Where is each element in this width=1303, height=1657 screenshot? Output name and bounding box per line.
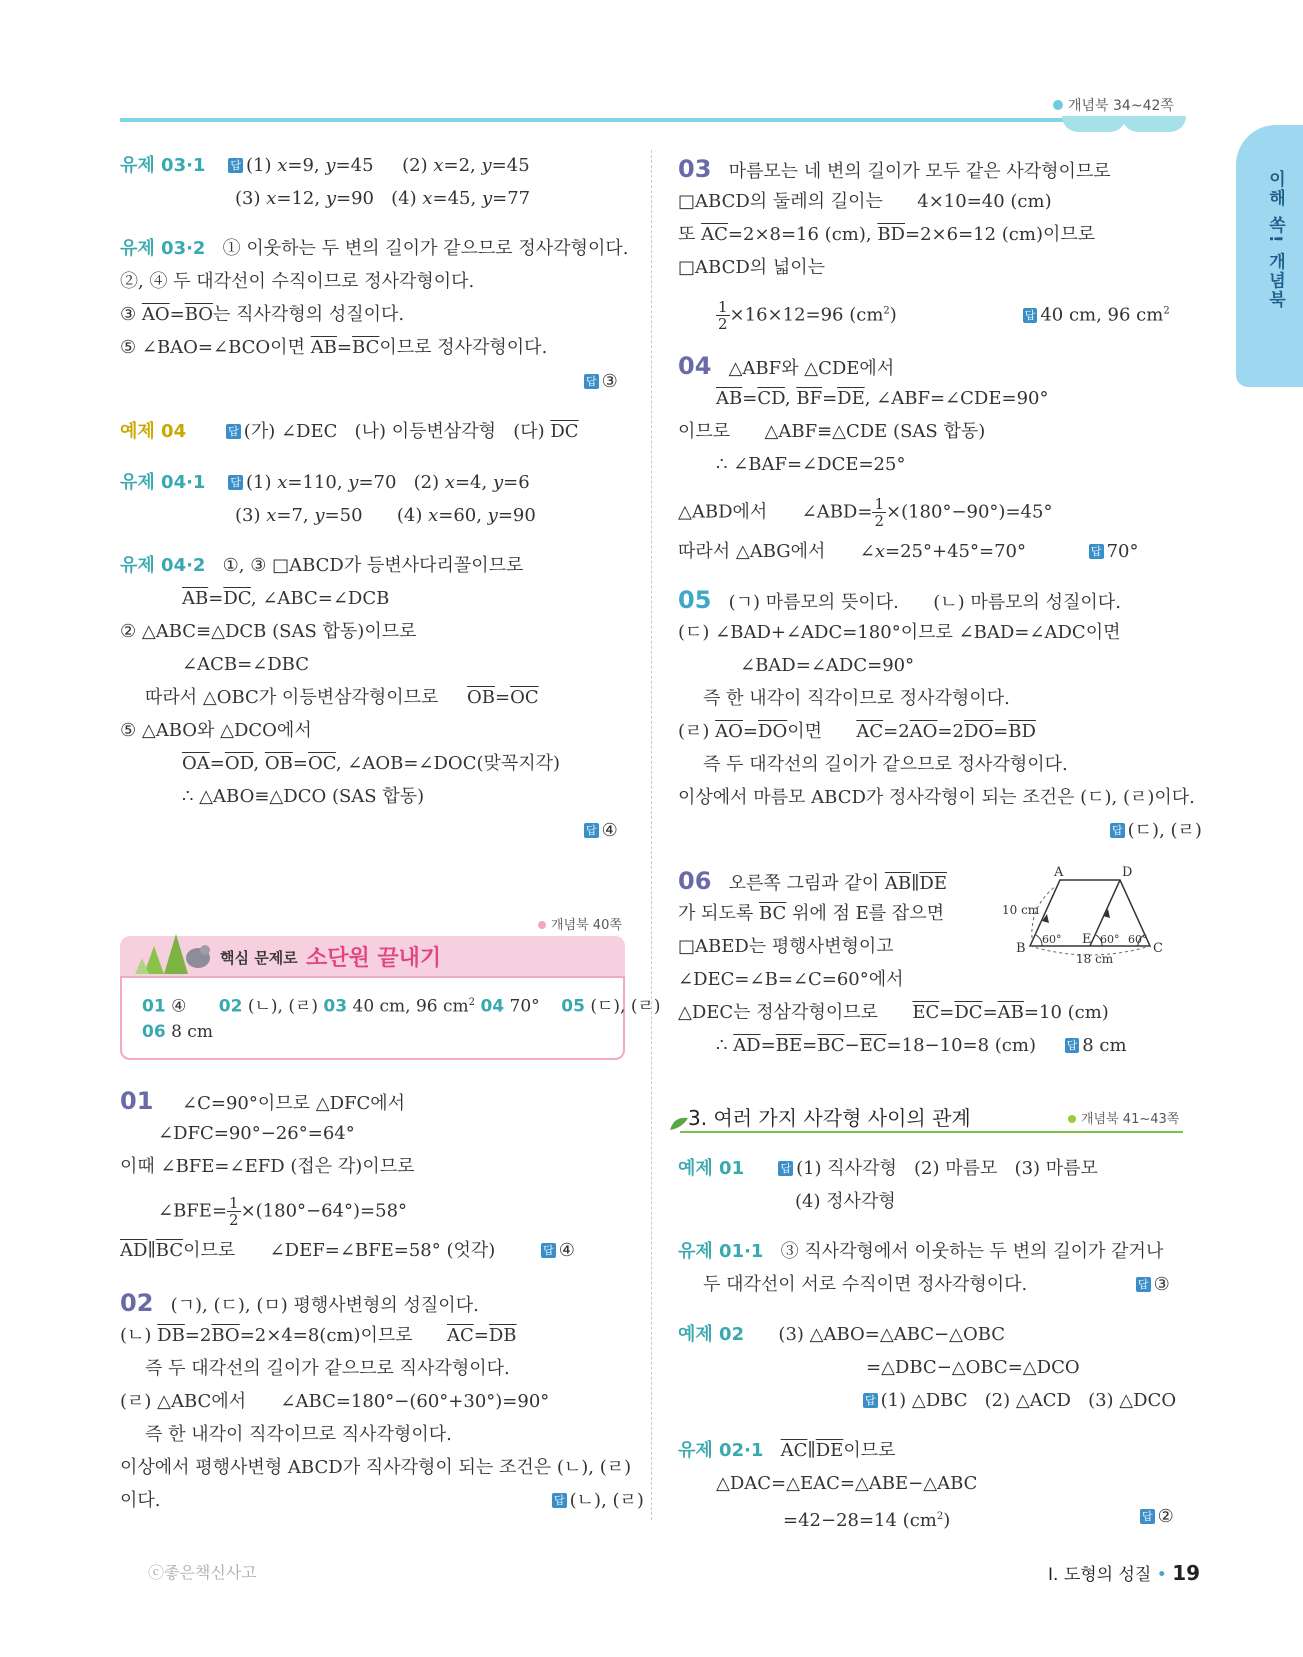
text-line: 이때 ∠BFE=∠EFD (접은 각)이므로 bbox=[120, 1156, 415, 1177]
figure-length-bc: 18 cm bbox=[1076, 952, 1114, 966]
text-line: ∠DEC=∠B=∠C=60°에서 bbox=[678, 969, 904, 990]
text-line: ⑤ △ABO와 △DCO에서 bbox=[120, 720, 312, 741]
footer-chapter: Ⅰ. 도형의 성질 • 19 bbox=[1048, 1561, 1201, 1585]
text-line: ∠BFE= $\frac{1}{2}$ ×(180°−64°)=58° bbox=[158, 1194, 408, 1229]
text-line: 즉 한 내각이 직각이므로 정사각형이다. bbox=[703, 688, 1010, 709]
header-ref: 개념북 34~42쪽 bbox=[1053, 95, 1174, 115]
text-line: 즉 두 대각선의 길이가 같으므로 정사각형이다. bbox=[703, 754, 1068, 775]
text-line: 02 (ㄱ), (ㄷ), (ㅁ) 평행사변형의 성질이다. bbox=[120, 1289, 479, 1317]
text-line: 01 ∠C=90°이므로 △DFC에서 bbox=[120, 1087, 406, 1115]
text-line: 답 (1) △DBC (2) △ACD (3) △DCO bbox=[865, 1390, 1177, 1411]
section-ref: 개념북 41~43쪽 bbox=[1068, 1108, 1179, 1127]
text-line: 유제 03·1 답 (1) x=9, y=45 (2) x=2, y=45 bbox=[120, 155, 530, 176]
text-line: 유제 02·1 $\overline{AC}\parallel\overline{DE}$이므로 bbox=[678, 1440, 896, 1461]
text-line: (ㄴ) $\overline{DB}=2\overline{BO}=2\times 4=8(cm)$이므로 $\overline{AC}=\overline{DB}$ bbox=[120, 1325, 517, 1346]
figure-label-e: E bbox=[1082, 932, 1092, 947]
text-line: 즉 두 대각선의 길이가 같으므로 직사각형이다. bbox=[145, 1358, 510, 1379]
left-column-solutions bbox=[120, 0, 644, 1657]
text-line: 06 오른쪽 그림과 같이 $\overline{AB}\parallel\overline{DE}$ bbox=[678, 867, 947, 895]
side-tab-label: 이해 쏙! 개념북 bbox=[1265, 170, 1285, 310]
text-line: 유제 01·1 ③ 직사각형에서 이웃하는 두 변의 길이가 같거나 bbox=[678, 1241, 1164, 1262]
review-title-small: 핵심 문제로 bbox=[220, 949, 298, 967]
text-line: □ABCD의 넓이는 bbox=[678, 257, 826, 278]
text-line: 답 ③ bbox=[586, 371, 618, 392]
text-line: 예제 02 (3) △ABO=△ABC−△OBC bbox=[678, 1324, 1006, 1345]
text-line: =△DBC−△OBC=△DCO bbox=[866, 1357, 1080, 1378]
review-answers-line: 06 8 cm bbox=[142, 1022, 213, 1042]
text-line: 가 되도록 $\overline{BC}$ 위에 점 E를 잡으면 bbox=[678, 903, 945, 924]
review-title-big: 소단원 끝내기 bbox=[306, 946, 442, 971]
text-line: 유제 03·2 ① 이웃하는 두 변의 길이가 같으므로 정사각형이다. bbox=[120, 238, 629, 259]
publisher: ⓒ좋은책신사고 bbox=[148, 1563, 257, 1582]
text-line: 또 $\overline{AC}=2\times 8=16$ (cm), $\overline{BD}=2\times 6=12$ (cm)이므로 bbox=[678, 224, 1096, 245]
text-line: 04 △ABF와 △CDE에서 bbox=[678, 352, 895, 380]
text-line: (ㄹ) △ABC에서 ∠ABC=180°−(60°+30°)=90° bbox=[120, 1391, 550, 1412]
figure-label-b: B bbox=[1016, 941, 1026, 956]
text-line: 이므로 △ABF≡△CDE (SAS 합동) bbox=[678, 421, 986, 442]
figure-label-a: A bbox=[1054, 866, 1064, 880]
review-answers-line: 01 ④ 02 (ㄴ), (ㄹ) 03 40 cm, 96 $cm^2$ 04 70° 05 (ㄷ), (ㄹ) bbox=[142, 996, 661, 1017]
text-line: □ABCD의 둘레의 길이는 4×10=40 (cm) bbox=[678, 191, 1052, 212]
right-column-section3 bbox=[678, 0, 1183, 1657]
text-line: 따라서 △OBC가 이등변삼각형이므로 $\overline{OB}=\overline{OC}$ bbox=[145, 687, 539, 708]
text-line: 두 대각선이 서로 수직이면 정사각형이다. 답 ③ bbox=[703, 1274, 1170, 1295]
text-line: (3) x=12, y=90 (4) x=45, y=77 bbox=[235, 188, 531, 209]
text-line: $\overline{AB}=\overline{DC}$, ∠ABC=∠DCB bbox=[182, 588, 390, 609]
text-line: 답 (ㄷ), (ㄹ) bbox=[1112, 820, 1202, 841]
text-line: ∴ △ABO≡△DCO (SAS 합동) bbox=[182, 786, 425, 807]
text-line: 따라서 △ABG에서 ∠x=25°+45°=70° 답 70° bbox=[678, 541, 1139, 562]
text-line: ③ $\overline{AO}=\overline{BO}$는 직사각형의 성질이다. bbox=[120, 304, 405, 325]
page-number: 19 bbox=[1172, 1561, 1201, 1585]
text-line: △DAC=△EAC=△ABE−△ABC bbox=[716, 1473, 978, 1494]
text-line: ∠BAD=∠ADC=90° bbox=[740, 655, 915, 676]
text-line: 답 ④ bbox=[586, 820, 618, 841]
text-line: ② △ABC≡△DCB (SAS 합동)이므로 bbox=[120, 621, 417, 642]
figure-angle-e: 60° bbox=[1100, 933, 1120, 946]
column-divider bbox=[651, 150, 652, 1520]
section-title: 3. 여러 가지 사각형 사이의 관계 bbox=[688, 1106, 971, 1130]
text-line: (4) 정사각형 bbox=[795, 1191, 896, 1212]
text-line: □ABED는 평행사변형이고 bbox=[678, 936, 894, 957]
figure-length-ab: 10 cm bbox=[1002, 903, 1040, 917]
text-line: ∴ $\overline{AD}=\overline{BE}=\overline{BC}-\overline{EC}=18-10=8$ (cm) 답 8 cm bbox=[716, 1035, 1127, 1056]
text-line: 이상에서 평행사변형 ABCD가 직사각형이 되는 조건은 (ㄴ), (ㄹ) bbox=[120, 1457, 632, 1478]
text-line: 예제 04 답 (가) ∠DEC (나) 이등변삼각형 (다) $\overline{DC}$ bbox=[120, 421, 579, 442]
text-line: ②, ④ 두 대각선이 수직이므로 정사각형이다. bbox=[120, 271, 475, 292]
text-line: ∴ ∠BAF=∠DCE=25° bbox=[716, 454, 906, 475]
text-line: 이상에서 마름모 ABCD가 정사각형이 되는 조건은 (ㄷ), (ㄹ)이다. bbox=[678, 787, 1195, 808]
text-line: 답 (ㄴ), (ㄹ) bbox=[554, 1490, 644, 1511]
text-line: $\overline{OA}=\overline{OD}$, $\overline{OB}=\overline{OC}$, ∠AOB=∠DOC(맞꼭지각) bbox=[182, 753, 561, 774]
text-line: 이다. bbox=[120, 1490, 161, 1511]
text-line: $\frac{1}{2}$ ×16×12=96 $(cm^2)$ 답 40 cm, 96 $cm^2$ bbox=[718, 298, 1170, 333]
figure-label-c: C bbox=[1153, 941, 1163, 956]
text-line: 유제 04·2 ①, ③ □ABCD가 등변사다리꼴이므로 bbox=[120, 555, 524, 576]
text-line: 03 마름모는 네 변의 길이가 모두 같은 사각형이므로 bbox=[678, 155, 1111, 183]
text-line: 답 ② bbox=[1142, 1506, 1174, 1527]
figure-label-d: D bbox=[1122, 866, 1133, 880]
text-line: (ㄹ) $\overline{AO}=\overline{DO}$이면 $\overline{AC}=2\overline{AO}=2\overline{DO}=\overline{BD}$ bbox=[678, 721, 1036, 742]
text-line: $\overline{AD}\parallel\overline{BC}$이므로 ∠DEF=∠BFE=58° (엇각) 답 ④ bbox=[120, 1240, 575, 1261]
text-line: ∠DFC=90°−26°=64° bbox=[158, 1123, 355, 1144]
text-line: △ABD에서 ∠ABD= $\frac{1}{2}$ ×(180°−90°)=45° bbox=[678, 495, 1053, 530]
text-line: 예제 01 답 (1) 직사각형 (2) 마름모 (3) 마름모 bbox=[678, 1158, 1098, 1179]
text-line: (3) x=7, y=50 (4) x=60, y=90 bbox=[235, 505, 536, 526]
text-line: ∠ACB=∠DBC bbox=[182, 654, 310, 675]
text-line: =42−28=14 $(cm^2)$ bbox=[783, 1510, 951, 1531]
text-line: 유제 04·1 답 (1) x=110, y=70 (2) x=4, y=6 bbox=[120, 472, 530, 493]
text-line: 05 (ㄱ) 마름모의 뜻이다. (ㄴ) 마름모의 성질이다. bbox=[678, 586, 1121, 614]
text-line: ⑤ ∠BAO=∠BCO이면 $\overline{AB}=\overline{BC}$이므로 정사각형이다. bbox=[120, 337, 548, 358]
text-line: △DEC는 정삼각형이므로 $\overline{EC}=\overline{DC}=\overline{AB}=10$ (cm) bbox=[678, 1002, 1109, 1023]
figure-angle-b: 60° bbox=[1042, 933, 1062, 946]
text-line: $\overline{AB}=\overline{CD}$, $\overline{BF}=\overline{DE}$, ∠ABF=∠CDE=90° bbox=[716, 388, 1049, 409]
text-line: (ㄷ) ∠BAD+∠ADC=180°이므로 ∠BAD=∠ADC이면 bbox=[678, 622, 1121, 643]
figure-angle-c: 60° bbox=[1128, 933, 1148, 946]
review-ref: 개념북 40쪽 bbox=[538, 914, 622, 933]
text-line: 즉 한 내각이 직각이므로 직사각형이다. bbox=[145, 1424, 452, 1445]
